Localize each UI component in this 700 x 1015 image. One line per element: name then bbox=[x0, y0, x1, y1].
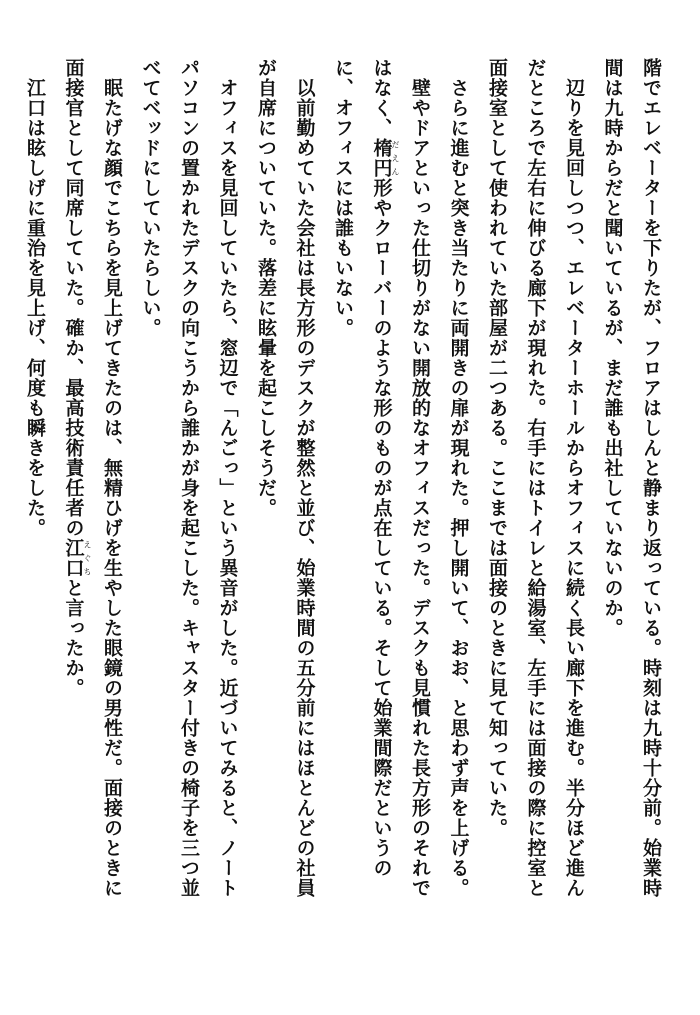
text-segment: 面接官として同席していた。確か、最高技術責任者の bbox=[62, 58, 85, 538]
ruby-daen bbox=[370, 138, 400, 178]
text-line: 江口は眩しげに重治を見上げ、何度も瞬きをした。 bbox=[24, 58, 46, 538]
text-line: 面接室として使われていた部屋が二つある。ここまでは面接のときに見て知っていた。 bbox=[486, 58, 508, 838]
text-line: 壁やドアといった仕切りがない開放的なオフィスだった。デスクも見慣れた長方形のそれで bbox=[409, 58, 431, 898]
text-line: 辺りを見回しつつ、エレベーターホールからオフィスに続く長い廊下を進む。半分ほど進ん bbox=[563, 58, 585, 898]
text-line: さらに進むと突き当たりに両開きの扉が現れた。押し開いて、おお、と思わず声を上げる。 bbox=[447, 58, 470, 898]
text-line: が自席についていた。落差に眩暈を起こしそうだ。 bbox=[255, 58, 277, 518]
ruby-eguchi bbox=[62, 538, 92, 578]
text-segment: はなく、 bbox=[370, 58, 393, 138]
text-line: 階でエレベーターを下りたが、フロアはしんと静まり返っている。時刻は九時十分前。始業時 bbox=[640, 58, 662, 898]
text-line: だところで左右に伸びる廊下が現れた。右手にはトイレと給湯室、左手には面接の際に控室と bbox=[524, 58, 547, 898]
text-line: に、オフィスには誰もいない。 bbox=[332, 58, 354, 338]
text-line-with-ruby bbox=[362, 58, 401, 963]
text-line: 眠たげな顔でこちらを見上げてきたのは、無精ひげを生やした眼鏡の男性だ。面接のときに bbox=[101, 58, 123, 898]
text-line: べてベッドにしていたらしい。 bbox=[139, 58, 162, 338]
text-line-with-ruby bbox=[54, 58, 93, 963]
ruby-reading: だえん bbox=[391, 138, 400, 178]
text-line: オフィスを見回していたら、窓辺で「んごっ」という異音がした。近づいてみると、ノート bbox=[216, 58, 239, 898]
vertical-text-block bbox=[16, 58, 671, 963]
text-line: 以前勤めていた会社は長方形のデスクが整然と並び、始業時間の五分前にはほとんどの社員 bbox=[293, 58, 316, 898]
text-line: パソコンの置かれたデスクの向こうから誰かが身を起こした。キャスター付きの椅子を三つ並 bbox=[178, 58, 200, 898]
ruby-base: 楕円 bbox=[370, 138, 393, 178]
text-segment: 形やクローバーのような形のものが点在している。そして始業間際だというの bbox=[370, 178, 393, 878]
ruby-base: 江口 bbox=[62, 538, 85, 578]
text-line: 間は九時からだと聞いているが、まだ誰も出社していないのか。 bbox=[601, 58, 624, 638]
ruby-reading: えぐち bbox=[83, 538, 92, 578]
text-segment: と言ったか。 bbox=[62, 578, 85, 698]
